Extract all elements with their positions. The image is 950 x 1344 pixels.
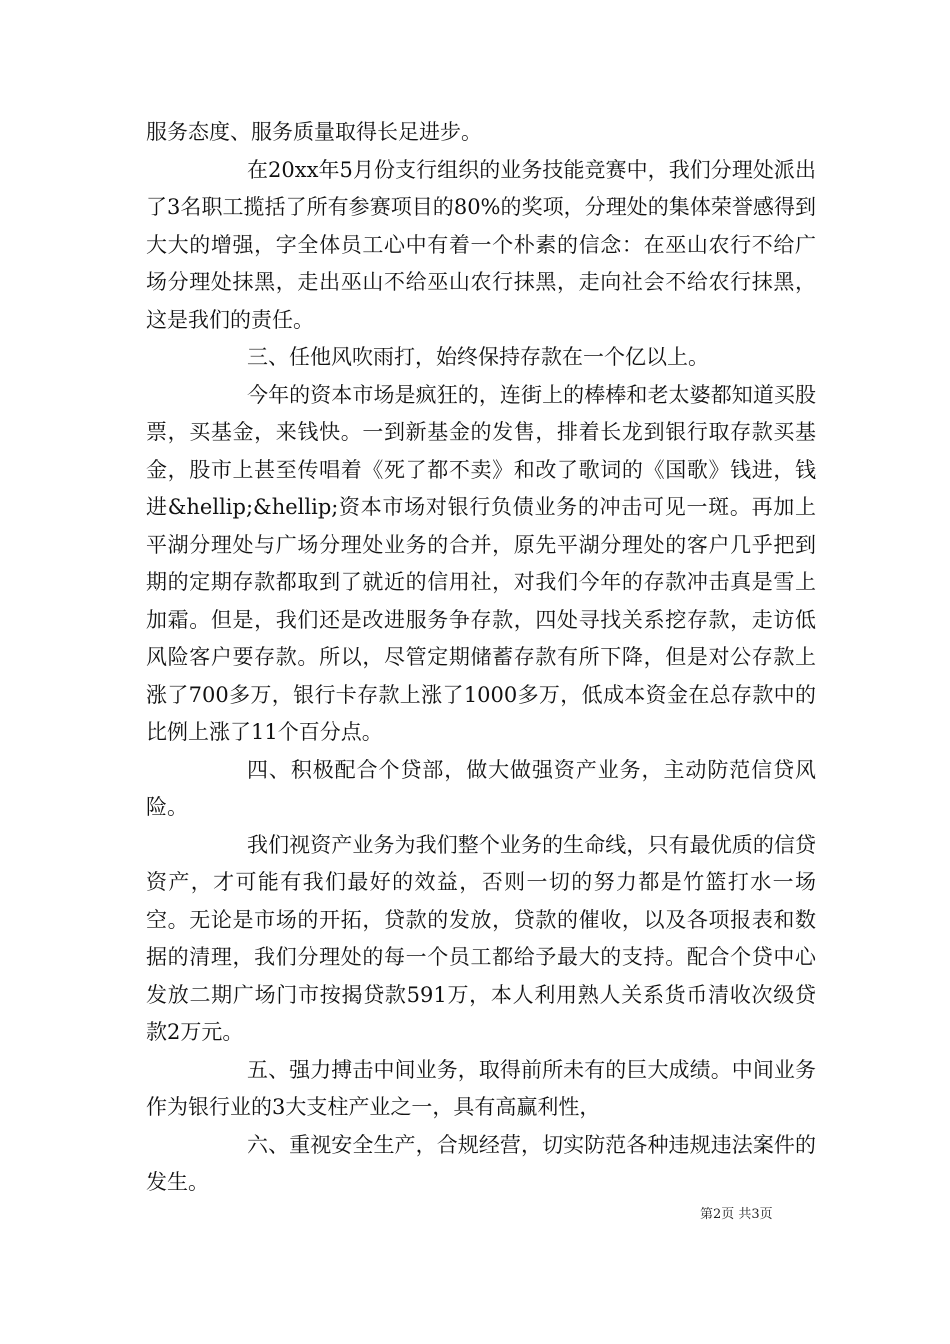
section-heading-4-assets: 四、积极配合个贷部，做大做强资产业务，主动防范信贷风险。 — [146, 757, 816, 819]
paragraph-1-continuation: 服务态度、服务质量取得长足进步。 — [146, 120, 482, 144]
paragraph-skills-competition: 在20xx年5月份支行组织的业务技能竞赛中，我们分理处派出了3名职工揽括了所有参赛项目的80%的奖项，分理处的集体荣誉感得到大大的增强，字全体员工心中有着一个朴素的信念：在巫山农行不给广场分理处抹黑，走出巫山不给巫山农行抹黑，走向社会不给农行抹黑，这是我们的责任。 — [146, 157, 816, 332]
paragraph-capital-market: 今年的资本市场是疯狂的，连街上的棒棒和老太婆都知道买股票，买基金，来钱快。一到新基金的发售，排着长龙到银行取存款买基金，股市上甚至传唱着《死了都不卖》和改了歌词的《国歌》钱进，钱进&hellip;&hellip;资本市场对银行负债业务的冲击可见一斑。再加上平湖分理处与广场分理处业务的合并，原先平湖分理处的客户几乎把到期的定期存款都取到了就近的信用社，对我们今年的存款冲击真是雪上加霜。但是，我们还是改进服务争存款，四处寻找关系挖存款，走访低风险客户要存款。所以，尽管定期储蓄存款有所下降，但是对公存款上涨了700多万，银行卡存款上涨了1000多万，低成本资金在总存款中的比例上涨了11个百分点。 — [146, 382, 816, 744]
page-number-footer: 第2页 共3页 — [700, 1207, 773, 1222]
section-heading-6-safety: 六、重视安全生产，合规经营，切实防范各种违规违法案件的发生。 — [146, 1132, 816, 1194]
section-heading-3-deposits: 三、任他风吹雨打，始终保持存款在一个亿以上。 — [247, 345, 709, 369]
document-body — [146, 114, 816, 1202]
paragraph-asset-business: 我们视资产业务为我们整个业务的生命线，只有最优质的信贷资产，才可能有我们最好的效益，否则一切的努力都是竹篮打水一场空。无论是市场的开拓，贷款的发放，贷款的催收，以及各项报表和数据的清理，我们分理处的每一个员工都给予最大的支持。配合个贷中心发放二期广场门市按揭贷款591万，本人利用熟人关系货币清收次级贷款2万元。 — [146, 832, 816, 1044]
section-heading-5-intermediary: 五、强力搏击中间业务，取得前所未有的巨大成绩。中间业务作为银行业的3大支柱产业之一，具有高赢利性， — [146, 1057, 816, 1119]
